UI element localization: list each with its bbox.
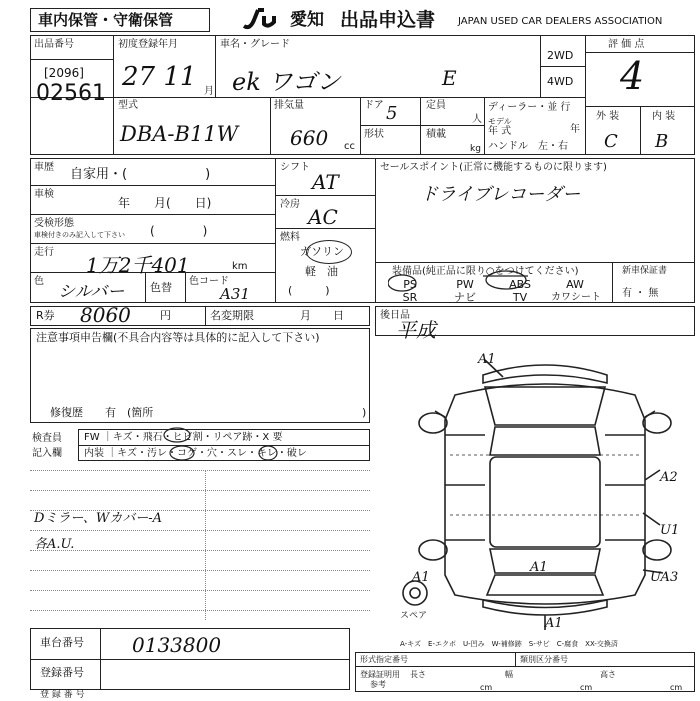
damage-mark-roof: A1 xyxy=(530,560,548,575)
rear-seat-value: 平成 xyxy=(396,318,436,342)
notes-label: 注意事項申告欄(不具合内容等は具体的に記入して下さい) xyxy=(36,331,320,344)
damage-mark-rear: A1 xyxy=(545,616,563,631)
warranty-value: 有 ・ 無 xyxy=(622,288,659,299)
color-code-label: 色コード xyxy=(189,276,229,287)
fuel-label: 燃料 xyxy=(280,232,300,243)
storage-label: 車内保管・守衛保管 xyxy=(38,11,174,29)
chassis-label: 車台番号 xyxy=(40,636,84,649)
rear-seat-label: 後日品 xyxy=(380,310,410,321)
name-label: 車名・グレード xyxy=(220,39,290,50)
inspector-row-1: FW ｜キズ・飛石・ヒビ割・リペア跡・X 要 xyxy=(84,432,283,443)
fuel-gas: ガソリン xyxy=(300,245,344,258)
damage-mark-right-front: A2 xyxy=(660,470,678,485)
inspect-label: 車検 xyxy=(34,189,54,200)
logo-text: 愛知 xyxy=(290,10,324,30)
int-label: 内 装 xyxy=(652,111,676,122)
model-value: DBA-B11W xyxy=(120,122,239,146)
disp-unit: cc xyxy=(344,141,355,152)
reg-month: 月 xyxy=(204,86,214,97)
ac-label: 冷房 xyxy=(280,199,300,210)
inspector-hw-2: 各A.U. xyxy=(34,537,75,552)
drive-4wd: 4WD xyxy=(547,75,574,88)
car-damage-diagram xyxy=(395,345,695,635)
association-name: JAPAN USED CAR DEALERS ASSOCIATION xyxy=(458,16,663,27)
mileage-label: 走行 xyxy=(34,247,54,258)
warranty-label: 新車保証書 xyxy=(622,266,668,276)
damage-mark-front: A1 xyxy=(478,352,496,367)
fuel-diesel: 軽 油 xyxy=(305,265,338,278)
inspector-hw-1: Dミラー、Wカバー-A xyxy=(34,511,163,526)
disp-value: 660 xyxy=(290,126,329,150)
lot-number: 02561 xyxy=(36,81,106,106)
equip-pw: PW xyxy=(456,278,474,291)
inspector-label-2: 記入欄 xyxy=(32,448,62,459)
model-year-label: モデル xyxy=(488,117,512,126)
chassis-reg-label: 登録番号 xyxy=(40,666,84,679)
inspector-circles xyxy=(160,426,280,462)
recycle-label: R券 xyxy=(36,309,55,322)
score-label: 評 価 点 xyxy=(608,39,645,50)
color-change: 色替 xyxy=(150,281,172,294)
selling-value: ドライブレコーダー xyxy=(420,184,581,205)
form-title: 出品申込書 xyxy=(340,9,436,31)
ext-value: C xyxy=(604,131,618,152)
dealer-label: ディーラー・並 行 xyxy=(488,102,571,113)
writing-area xyxy=(30,470,370,621)
meigi-label: 名変期限 xyxy=(210,309,254,322)
inspector-label-1: 検査員 xyxy=(32,433,62,444)
cap-unit: 人 xyxy=(472,114,482,125)
model-label: 型式 xyxy=(118,100,138,111)
history-label: 車歴 xyxy=(34,162,54,173)
width-label: 幅 xyxy=(505,670,513,679)
repair-paren-close: ) xyxy=(362,406,367,419)
class-number-label: 類別区分番号 xyxy=(520,655,568,664)
recycle-unit: 円 xyxy=(160,309,171,322)
reg-value: 27 11 xyxy=(122,62,197,92)
shape-number-label: 形式指定番号 xyxy=(360,655,408,664)
year-unit: 年 xyxy=(570,124,580,135)
door-value: 5 xyxy=(386,103,398,124)
equip-sr: SR xyxy=(402,291,418,304)
fuel-gas-circle xyxy=(306,240,352,264)
handle-label: ハンドル 左・右 xyxy=(488,141,568,152)
spare-label: スペア xyxy=(400,611,428,621)
damage-mark-left-rear: A1 xyxy=(412,570,430,585)
equip-aw: AW xyxy=(566,278,584,291)
width-unit: cm xyxy=(580,683,593,692)
drive-2wd: 2WD xyxy=(547,49,574,62)
front-bumper xyxy=(483,365,607,383)
color-code-value: A31 xyxy=(220,285,250,303)
inspect-value: 年 月( 日) xyxy=(118,196,212,210)
equip-leather: カワシート xyxy=(551,292,601,303)
equip-abs: ABS xyxy=(509,278,531,291)
reg-label: 初度登録年月 xyxy=(118,39,178,50)
name-value: ek ワゴン xyxy=(232,68,341,96)
meigi-value: 月 日 xyxy=(300,309,344,322)
shift-label: シフト xyxy=(280,162,310,173)
wheel-rr xyxy=(643,540,671,560)
accept-note: 車検付きのみ記入して下さい xyxy=(34,231,125,239)
mileage-unit: km xyxy=(232,261,248,272)
shift-value: AT xyxy=(312,170,339,194)
cap-label: 定員 xyxy=(426,100,446,111)
length-unit: cm xyxy=(480,683,493,692)
cert-label: 登録証明用 xyxy=(360,670,400,679)
door-label: ドア xyxy=(364,100,384,111)
damage-legend: A-キズ E-エクボ U-凹み W-補修跡 S-サビ C-腐食 XX-交換済 xyxy=(400,640,618,648)
length-label: 長さ xyxy=(410,670,426,679)
accept-label: 受検形態 xyxy=(34,218,74,229)
grade-value: E xyxy=(442,66,457,90)
score-value: 4 xyxy=(620,54,645,98)
history-value: 自家用・( ) xyxy=(70,167,211,182)
equip-tv: TV xyxy=(512,291,528,304)
ref-label: 参考 xyxy=(370,680,386,689)
ju-logo xyxy=(240,8,288,30)
ext-label: 外 装 xyxy=(596,111,620,122)
load-unit: kg xyxy=(470,144,481,154)
repair-label: 修復歴 有 (箇所 xyxy=(50,406,154,419)
selling-label: セールスポイント(正常に機能するものに限ります) xyxy=(380,162,607,173)
recycle-value: 8060 xyxy=(80,303,131,327)
chassis-value: 0133800 xyxy=(132,633,222,657)
damage-mark-right-mid: U1 xyxy=(660,523,680,538)
equip-label: 装備品(純正品に限り○をつけてください) xyxy=(392,266,579,277)
lot-label: 出品番号 xyxy=(34,39,74,50)
ac-value: AC xyxy=(308,205,338,229)
plate-label: 登 録 番 号 xyxy=(40,690,85,700)
year-label: 年 式 xyxy=(488,126,512,137)
fuel-paren: ( ) xyxy=(288,284,330,297)
wheel-rl xyxy=(419,540,447,560)
inspector-row-2: 内装 ｜キズ・汚レ・コゲ・穴・スレ・キレ・破レ xyxy=(84,448,307,459)
accept-paren: ( ) xyxy=(150,224,208,238)
height-label: 高さ xyxy=(600,670,616,679)
equip-navi: ナビ xyxy=(454,291,476,304)
shape-label: 形状 xyxy=(364,129,384,140)
damage-mark-rear-right: UA3 xyxy=(650,570,679,585)
disp-label: 排気量 xyxy=(274,100,304,111)
equip-circles xyxy=(388,268,548,292)
color-value: シルバー xyxy=(58,282,125,302)
color-label: 色 xyxy=(34,276,44,287)
height-unit: cm xyxy=(670,683,683,692)
load-label: 積載 xyxy=(426,129,446,140)
equip-ps: PS xyxy=(403,278,417,291)
mileage-value: 1万2千401 xyxy=(86,253,190,277)
int-value: B xyxy=(655,131,669,152)
lot-sub: [2096] xyxy=(44,66,84,80)
